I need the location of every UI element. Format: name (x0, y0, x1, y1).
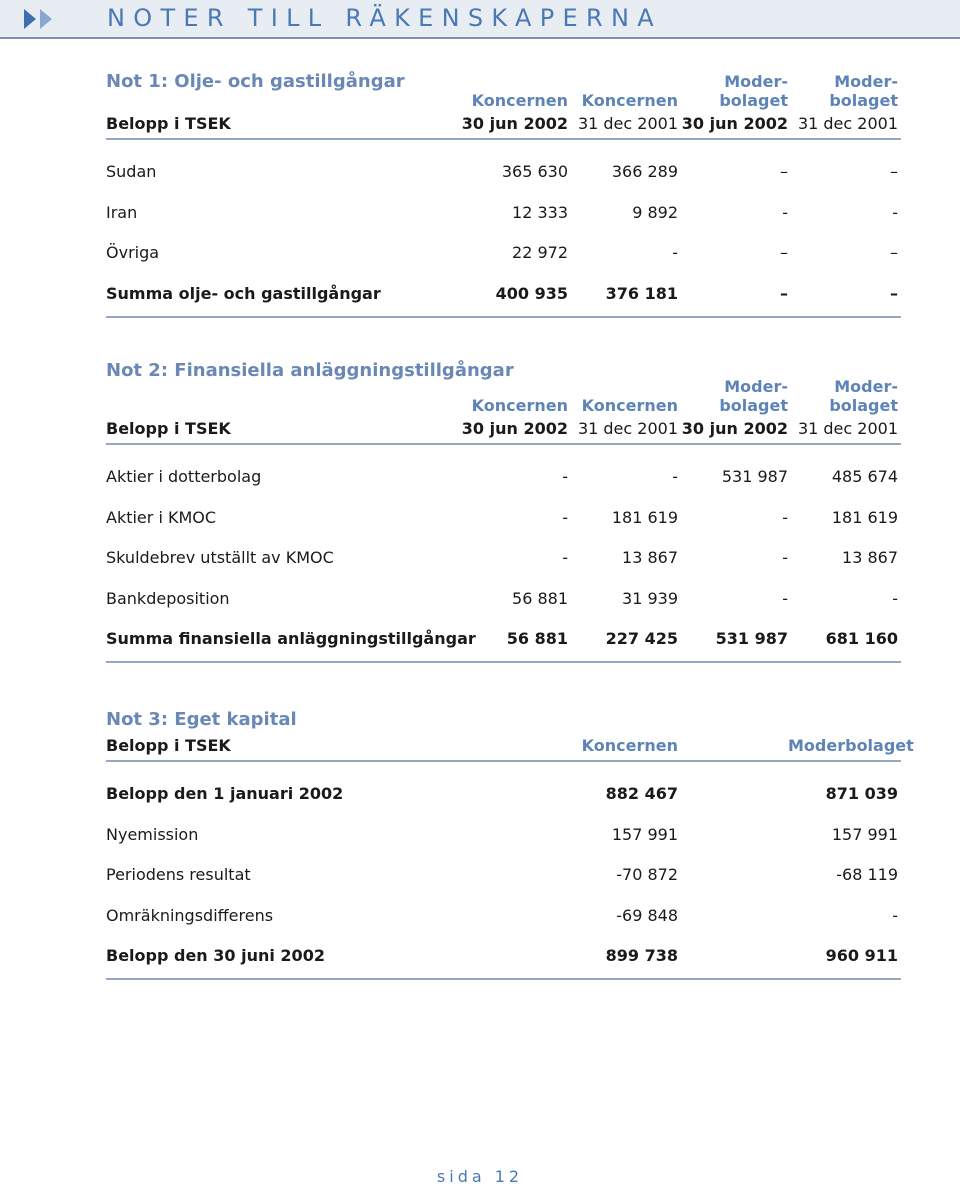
table-row (106, 193, 901, 233)
row-label: Belopp den 30 juni 2002 (106, 945, 325, 965)
cell: - (782, 548, 788, 568)
cell: -70 872 (616, 865, 678, 885)
cell: - (892, 905, 898, 925)
col-head-moderbolaget: Moderbolaget (788, 736, 914, 755)
table-row (106, 152, 901, 192)
row-label: Belopp den 1 januari 2002 (106, 784, 344, 804)
cell: 882 467 (605, 784, 678, 804)
cell: - (672, 467, 678, 487)
note-1-date-row (106, 110, 901, 138)
col-head-4: Moder- bolaget (829, 72, 898, 110)
divider (106, 661, 901, 663)
cell: 9 892 (632, 202, 678, 222)
cell: 681 160 (825, 628, 898, 648)
table-row (106, 579, 901, 619)
double-arrow-icon (24, 9, 58, 29)
table-row (106, 233, 901, 273)
header-rule (0, 37, 960, 39)
cell: 181 619 (831, 507, 898, 527)
cell: - (782, 202, 788, 222)
cell: – (890, 162, 898, 182)
cell: - (892, 202, 898, 222)
row-label: Periodens resultat (106, 865, 251, 885)
row-label: Omräkningsdifferens (106, 905, 274, 925)
row-label: Sudan (106, 162, 157, 182)
note-2-section (106, 359, 901, 663)
row-label: Aktier i dotterbolag (106, 467, 262, 487)
cell: -68 119 (836, 865, 898, 885)
date-cell: 31 dec 2001 (577, 419, 678, 438)
row-label: Summa olje- och gastillgångar (106, 283, 381, 303)
cell: 400 935 (495, 283, 568, 303)
unit-label: Belopp i TSEK (106, 419, 231, 438)
page-title: NOTER TILL RÄKENSKAPERNA (107, 4, 662, 32)
cell: 366 289 (611, 162, 678, 182)
cell: 531 987 (721, 467, 788, 487)
unit-label: Belopp i TSEK (106, 736, 231, 755)
cell: 157 991 (611, 824, 678, 844)
note-2-column-headers (106, 379, 901, 415)
cell: – (890, 243, 898, 263)
cell: 365 630 (501, 162, 568, 182)
note-3-header-row (106, 732, 914, 760)
cell: 31 939 (622, 588, 678, 608)
unit-label: Belopp i TSEK (106, 114, 231, 133)
date-cell: 31 dec 2001 (797, 419, 898, 438)
row-label: Summa finansiella anläggningstillgångar (106, 628, 476, 648)
page-number: sida 12 (436, 1167, 524, 1186)
col-head-3: Moder- bolaget (719, 377, 788, 415)
col-head-2: Koncernen (581, 396, 678, 415)
cell: 376 181 (605, 283, 678, 303)
cell: -69 848 (616, 905, 678, 925)
cell: - (562, 507, 568, 527)
cell: 22 972 (512, 243, 568, 263)
row-label: Skuldebrev utställt av KMOC (106, 548, 334, 568)
note-1-column-headers (106, 70, 901, 110)
cell: 485 674 (831, 467, 898, 487)
closing-row (106, 936, 901, 976)
total-row (106, 619, 901, 659)
date-cell: 30 jun 2002 (681, 114, 788, 133)
cell: 13 867 (842, 548, 898, 568)
row-label: Bankdeposition (106, 588, 230, 608)
date-cell: 30 jun 2002 (461, 419, 568, 438)
note-3-title: Not 3: Eget kapital (106, 709, 297, 730)
cell: 531 987 (715, 628, 788, 648)
divider (106, 978, 901, 980)
note-1-title: Not 1: Olje- och gastillgångar (106, 71, 405, 92)
date-cell: 30 jun 2002 (461, 114, 568, 133)
table-row (106, 457, 901, 497)
cell: – (890, 283, 898, 303)
note-3-section (106, 708, 914, 980)
col-head-3: Moder- bolaget (719, 72, 788, 110)
cell: 56 881 (512, 588, 568, 608)
cell: - (782, 507, 788, 527)
divider (106, 316, 901, 318)
row-label: Övriga (106, 243, 160, 263)
col-head-2: Koncernen (581, 91, 678, 110)
cell: – (780, 162, 788, 182)
table-row (106, 538, 901, 578)
cell: - (892, 588, 898, 608)
cell: - (672, 243, 678, 263)
row-label: Nyemission (106, 824, 199, 844)
note-2-date-row (106, 415, 901, 443)
table-row (106, 498, 901, 538)
col-head-koncernen: Koncernen (581, 736, 678, 755)
table-row (106, 815, 901, 855)
note-1-section (106, 70, 901, 318)
note-2-title: Not 2: Finansiella anläggningstillgångar (106, 360, 514, 381)
total-row (106, 274, 901, 314)
col-head-4: Moder- bolaget (829, 377, 898, 415)
opening-row (106, 774, 901, 814)
cell: - (562, 548, 568, 568)
table-row (106, 896, 901, 936)
page-header (0, 0, 960, 40)
row-label: Iran (106, 202, 138, 222)
table-row (106, 855, 901, 895)
col-head-1: Koncernen (471, 396, 568, 415)
col-head-1: Koncernen (471, 91, 568, 110)
cell: - (562, 467, 568, 487)
cell: 12 333 (512, 202, 568, 222)
date-cell: 31 dec 2001 (797, 114, 898, 133)
cell: 13 867 (622, 548, 678, 568)
cell: - (782, 588, 788, 608)
cell: 157 991 (831, 824, 898, 844)
cell: 56 881 (506, 628, 568, 648)
cell: 899 738 (605, 945, 678, 965)
date-cell: 31 dec 2001 (577, 114, 678, 133)
cell: – (780, 283, 788, 303)
cell: 227 425 (605, 628, 678, 648)
cell: 871 039 (825, 784, 898, 804)
row-label: Aktier i KMOC (106, 507, 217, 527)
cell: 181 619 (611, 507, 678, 527)
date-cell: 30 jun 2002 (681, 419, 788, 438)
cell: 960 911 (825, 945, 898, 965)
cell: – (780, 243, 788, 263)
